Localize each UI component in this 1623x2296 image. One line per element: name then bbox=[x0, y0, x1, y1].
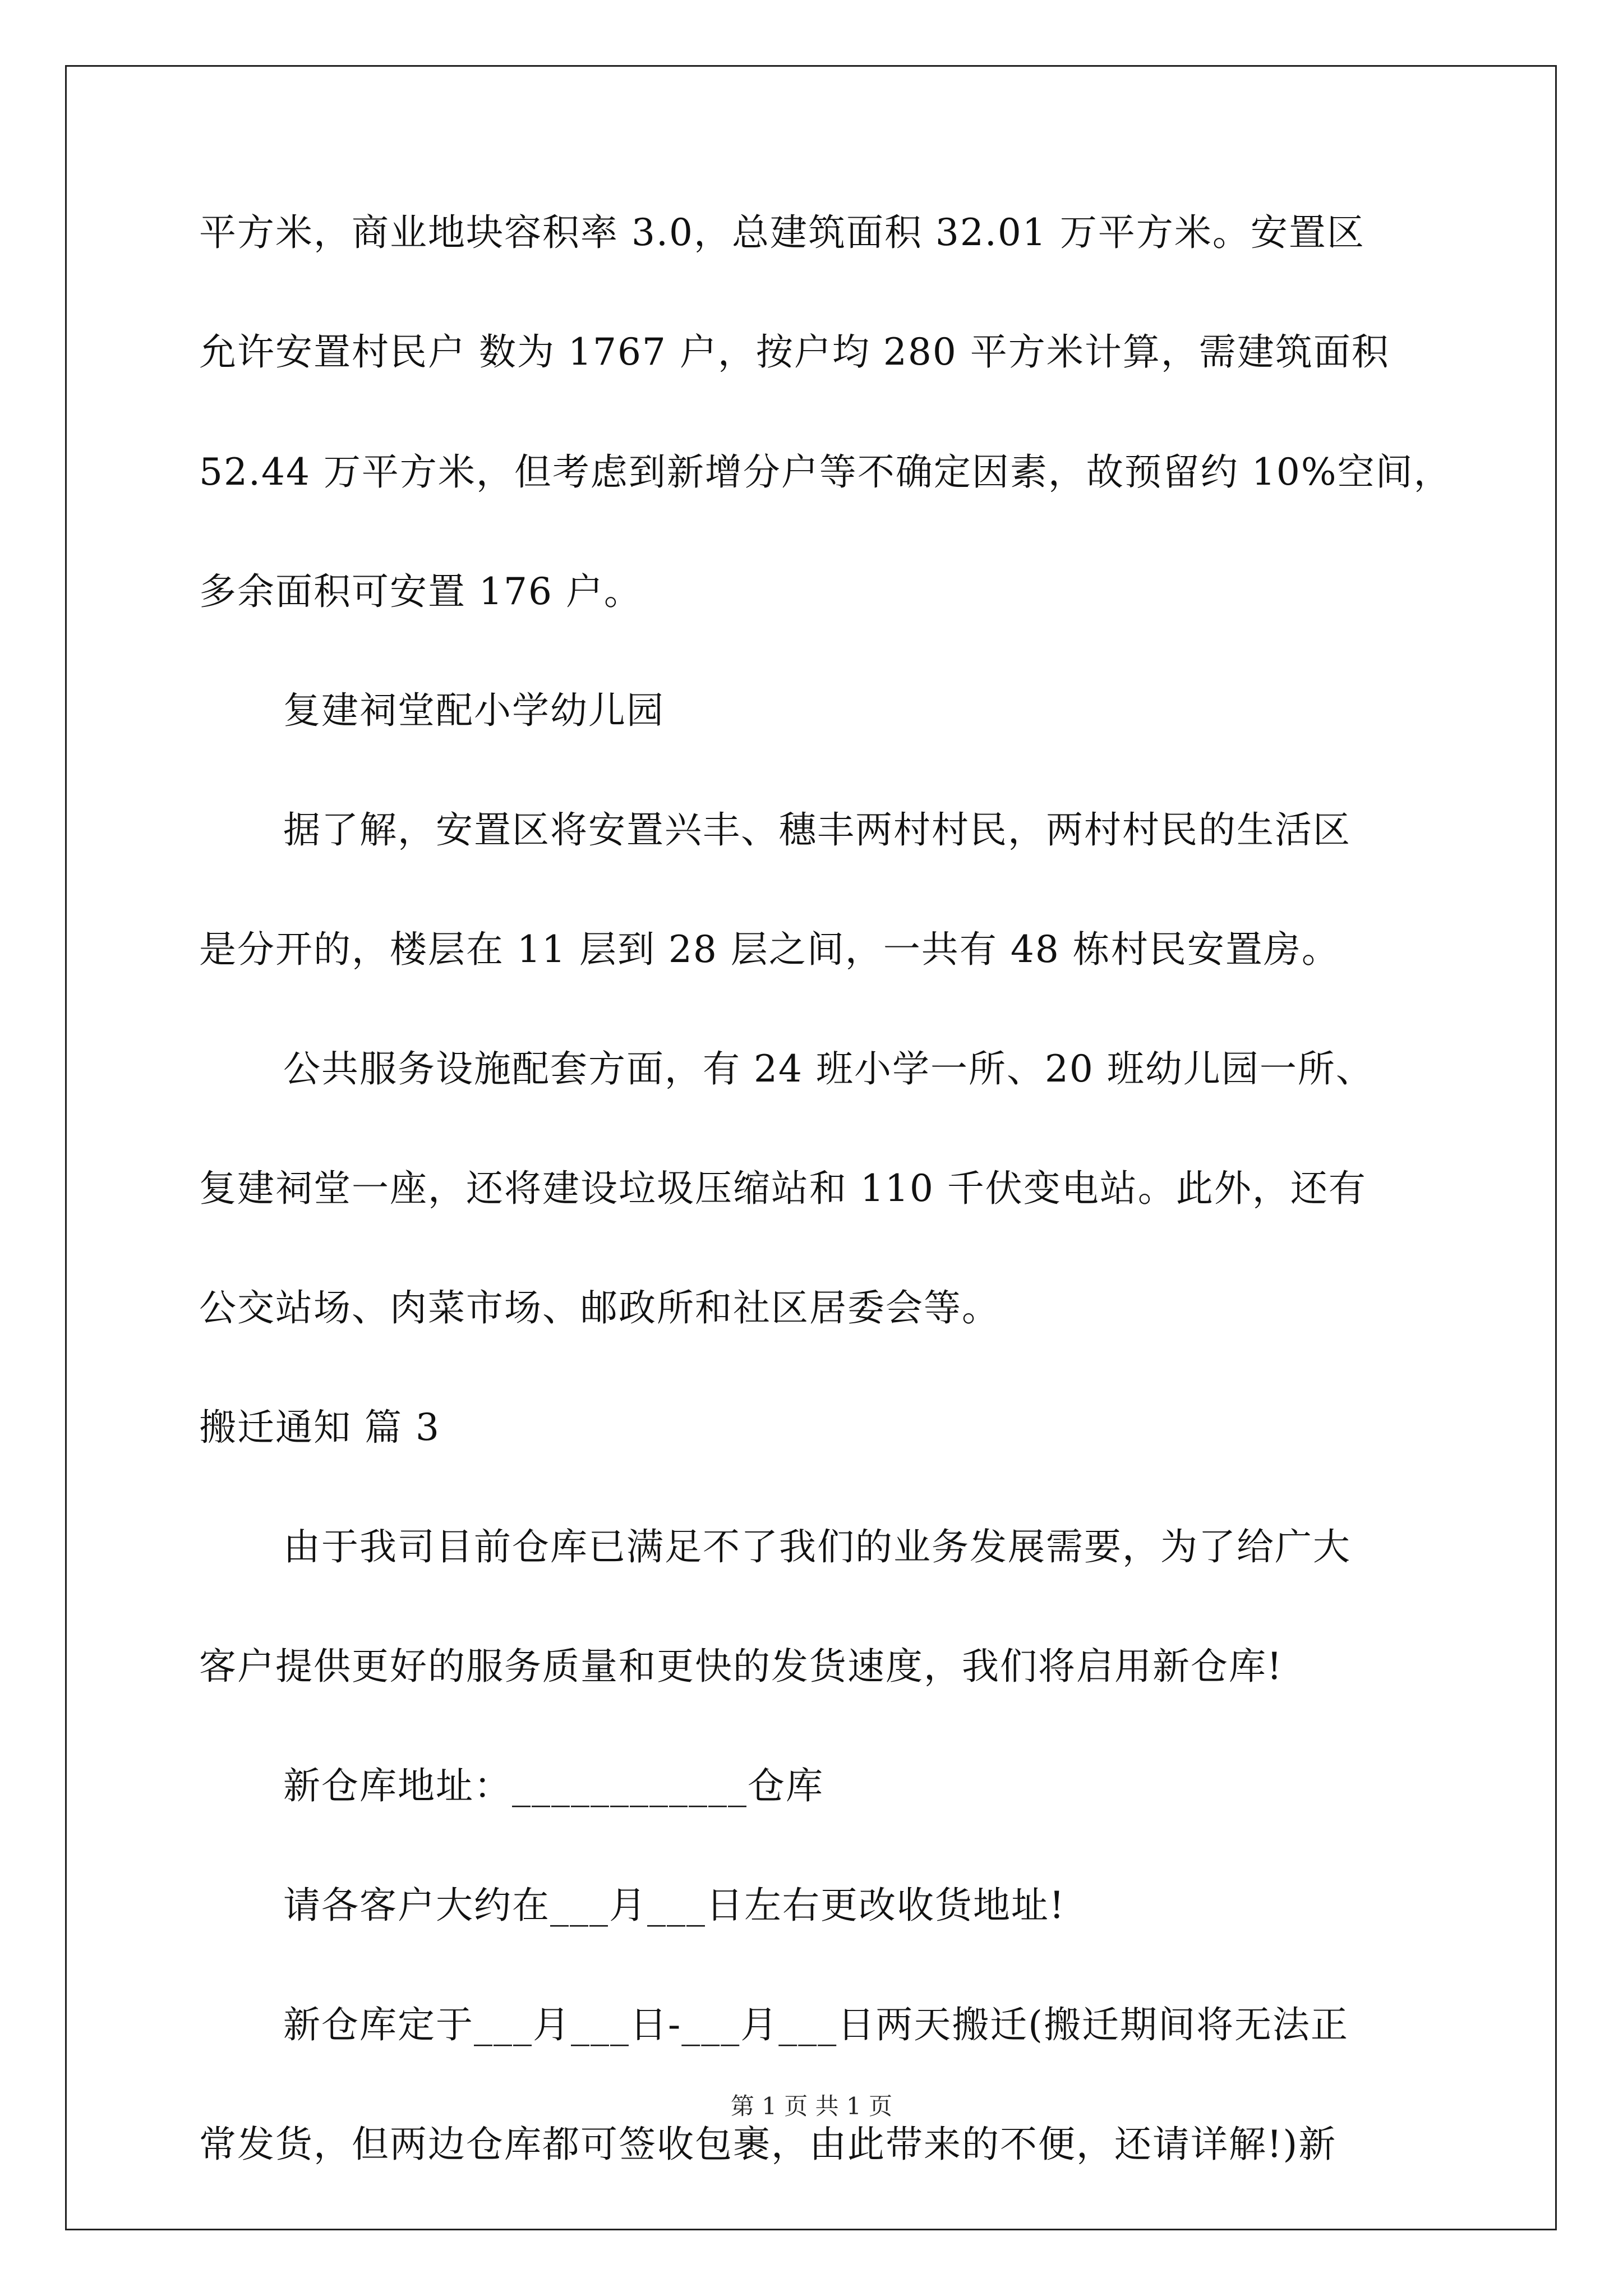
body-line: 常发货，但两边仓库都可签收包裹，由此带来的不便，还请详解!)新 bbox=[199, 2123, 1337, 2166]
body-line: 复建祠堂一座，还将建设垃圾压缩站和 110 千伏变电站。此外，还有 bbox=[199, 1167, 1367, 1210]
body-line: 允许安置村民户 数为 1767 户，按户均 280 平方米计算，需建筑面积 bbox=[199, 330, 1390, 374]
body-line: 公交站场、肉菜市场、邮政所和社区居委会等。 bbox=[199, 1286, 1000, 1329]
body-line: 52.44 万平方米，但考虑到新增分户等不确定因素，故预留约 10%空间， bbox=[199, 450, 1452, 494]
body-line: 是分开的，楼层在 11 层到 28 层之间，一共有 48 栋村民安置房。 bbox=[199, 928, 1340, 971]
article-title: 搬迁通知 篇 3 bbox=[199, 1406, 440, 1449]
page-footer: 第 1 页 共 1 页 bbox=[730, 2092, 893, 2120]
address-line: 新仓库地址：____________仓库 bbox=[283, 1764, 824, 1807]
body-line: 客户提供更好的服务质量和更快的发货速度，我们将启用新仓库! bbox=[199, 1645, 1283, 1688]
paragraph-start-line: 新仓库定于___月___日-___月___日两天搬迁(搬迁期间将无法正 bbox=[283, 2003, 1349, 2046]
body-line: 平方米，商业地块容积率 3.0，总建筑面积 32.01 万平方米。安置区 bbox=[199, 211, 1365, 254]
paragraph-start-line: 公共服务设施配套方面，有 24 班小学一所、20 班幼儿园一所、 bbox=[283, 1047, 1374, 1091]
date-line: 请各客户大约在___月___日左右更改收货地址! bbox=[283, 1884, 1066, 1927]
body-line: 多余面积可安置 176 户。 bbox=[199, 570, 642, 613]
paragraph-start-line: 据了解，安置区将安置兴丰、穗丰两村村民，两村村民的生活区 bbox=[283, 808, 1351, 852]
section-heading: 复建祠堂配小学幼儿园 bbox=[283, 689, 665, 732]
paragraph-start-line: 由于我司目前仓库已满足不了我们的业务发展需要，为了给广大 bbox=[283, 1525, 1351, 1568]
